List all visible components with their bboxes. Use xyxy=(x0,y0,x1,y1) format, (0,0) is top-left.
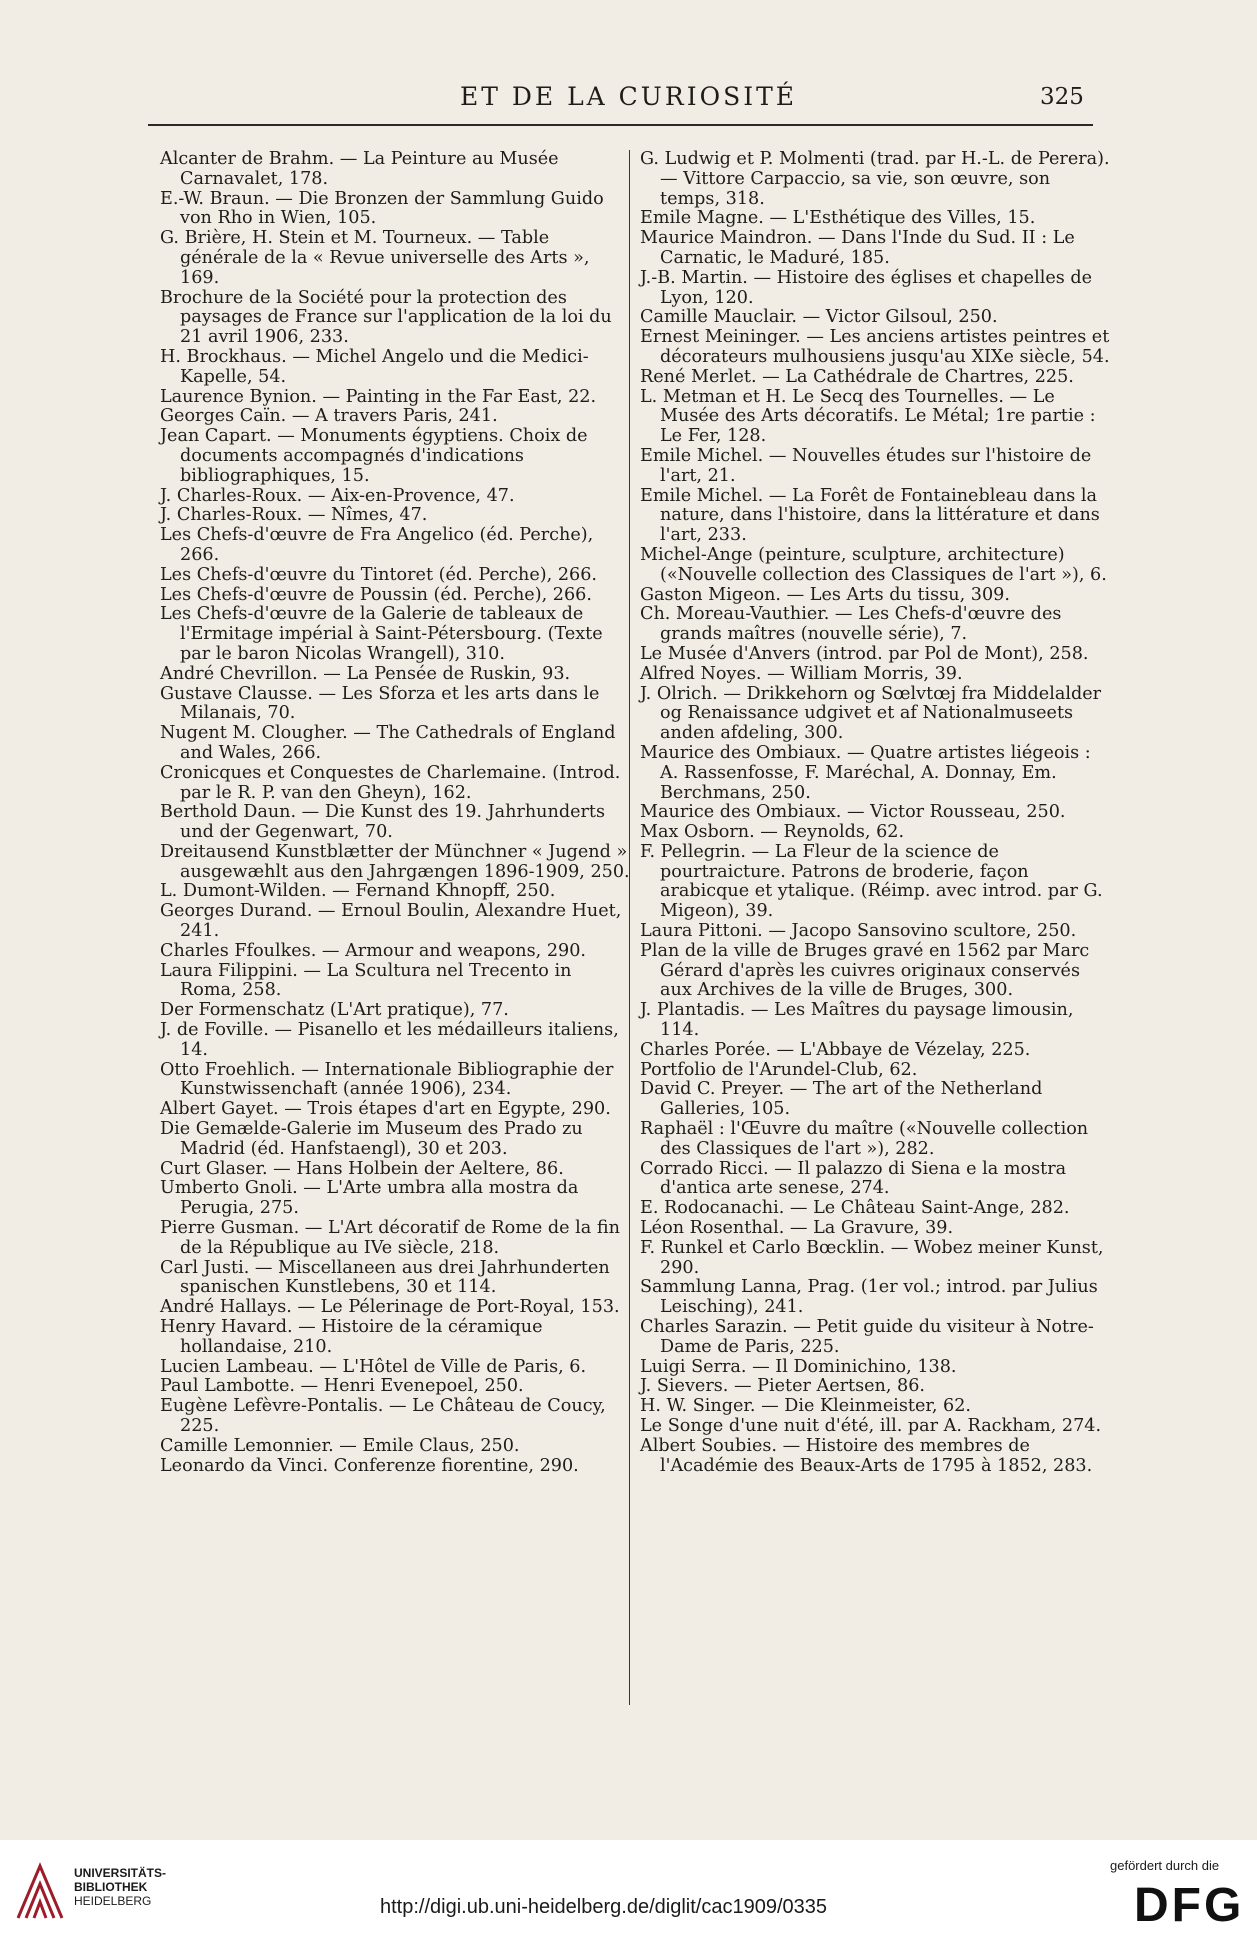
bibliography-entry: Berthold Daun. — Die Kunst des 19. Jahrhunderts und der Gegenwart, 70. xyxy=(160,802,606,843)
bibliography-entry: J. Sievers. — Pieter Aertsen, 86. xyxy=(640,1376,926,1397)
bibliography-entry: Le Songe d'une nuit d'été, ill. par A. Rackham, 274. xyxy=(640,1416,1102,1436)
bibliography-entry: Camille Lemonnier. — Emile Claus, 250. xyxy=(160,1435,520,1456)
library-name-line: UNIVERSITÄTS- xyxy=(74,1866,167,1880)
bibliography-entry: Umberto Gnoli. — L'Arte umbra alla mostra da Perugia, 275. xyxy=(160,1178,579,1219)
bibliography-entry: Albert Soubies. — Histoire des membres de l'Académie des Beaux-Arts de 1795 à 1852, 283. xyxy=(640,1435,1093,1476)
bibliography-entry: Emile Michel. — Nouvelles études sur l'histoire de l'art, 21. xyxy=(640,445,1092,486)
bibliography-entry: Maurice Maindron. — Dans l'Inde du Sud. II : Le Carnatic, le Maduré, 185. xyxy=(640,228,1075,268)
bibliography-entry: Les Chefs-d'œuvre du Tintoret (éd. Perche), 266. xyxy=(160,564,598,585)
bibliography-entry: E.-W. Braun. — Die Bronzen der Sammlung Guido von Rho in Wien, 105. xyxy=(160,188,604,229)
bibliography-entry: Otto Froehlich. — Internationale Bibliographie der Kunstwissenchaft (année 1906), 234. xyxy=(160,1059,614,1100)
bibliography-entry: David C. Preyer. — The art of the Netherland Galleries, 105. xyxy=(640,1079,1043,1120)
bibliography-entry: Die Gemælde-Galerie im Museum des Prado zu Madrid (éd. Hanfstaengl), 30 et 203. xyxy=(160,1119,583,1159)
bibliography-entry: Laura Pittoni. — Jacopo Sansovino scultore, 250. xyxy=(640,921,1077,942)
bibliography-entry: G. Ludwig et P. Molmenti (trad. par H.-L. de Perera). — Vittore Carpaccio, sa vie, son œuvre, son temps, 318. xyxy=(640,149,1110,209)
bibliography-entry: Max Osborn. — Reynolds, 62. xyxy=(640,822,905,843)
bibliography-entry: E. Rodocanachi. — Le Château Saint-Ange, 282. xyxy=(640,1198,1070,1219)
bibliography-entry: Alfred Noyes. — William Morris, 39. xyxy=(640,663,963,684)
bibliography-entry: Laurence Bynion. — Painting in the Far East, 22. xyxy=(160,386,597,407)
bibliography-entry: Michel-Ange (peinture, sculpture, architecture) («Nouvelle collection des Classiques de l'art »), 6. xyxy=(640,544,1107,585)
bibliography-entry: F. Runkel et Carlo Bœcklin. — Wobez meiner Kunst, 290. xyxy=(640,1237,1104,1278)
bibliography-entry: Les Chefs-d'œuvre de la Galerie de tableaux de l'Ermitage impérial à Saint-Pétersbourg. (Texte par le baron Nicolas Wrangell), 310. xyxy=(160,604,603,664)
bibliography-entry: H. Brockhaus. — Michel Angelo und die Medici-Kapelle, 54. xyxy=(160,346,589,387)
bibliography-entry: Raphaël : l'Œuvre du maître («Nouvelle collection des Classiques de l'art »), 282. xyxy=(640,1119,1089,1159)
bibliography-entry: Georges Durand. — Ernoul Boulin, Alexandre Huet, 241. xyxy=(160,901,622,942)
bibliography-entry: Les Chefs-d'œuvre de Poussin (éd. Perche), 266. xyxy=(160,584,592,605)
permalink-url[interactable]: http://digi.ub.uni-heidelberg.de/diglit/cac1909/0335 xyxy=(380,1896,827,1918)
bibliography-entry: Ernest Meininger. — Les anciens artistes peintres et décorateurs mulhousiens jusqu'au XIXe siècle, 54. xyxy=(640,327,1110,367)
bibliography-entry: Emile Michel. — La Forêt de Fontainebleau dans la nature, dans l'histoire, dans la littérature et dans l'art, 233. xyxy=(640,485,1100,546)
bibliography-entry: André Chevrillon. — La Pensée de Ruskin, 93. xyxy=(160,663,571,684)
bibliography-entry: Emile Magne. — L'Esthétique des Villes, 15. xyxy=(640,208,1036,229)
bibliography-entry: Eugène Lefèvre-Pontalis. — Le Château de Coucy, 225. xyxy=(160,1396,606,1436)
bibliography-entry: Luigi Serra. — Il Dominichino, 138. xyxy=(640,1356,957,1377)
bibliography-entry: Gustave Clausse. — Les Sforza et les arts dans le Milanais, 70. xyxy=(160,683,600,724)
bibliography-entry: J. Olrich. — Drikkehorn og Sœlvtœj fra Middelalder og Renaissance udgivet et af Nationalmuseets anden afdeling, 300. xyxy=(640,683,1102,744)
digitization-footer xyxy=(0,1840,1257,1937)
bibliography-entry: Leonardo da Vinci. Conferenze fiorentine, 290. xyxy=(160,1455,579,1476)
bibliography-entry: Les Chefs-d'œuvre de Fra Angelico (éd. Perche), 266. xyxy=(160,525,594,565)
bibliography-entry: G. Brière, H. Stein et M. Tourneux. — Table générale de la « Revue universelle des Arts », 169. xyxy=(160,228,590,288)
bibliography-entry: Charles Ffoulkes. — Armour and weapons, 290. xyxy=(160,940,587,961)
header-rule xyxy=(148,124,1093,126)
bibliography-entry: Maurice des Ombiaux. — Quatre artistes liégeois : A. Rassenfosse, F. Maréchal, A. Donnay, Em. Berchmans, 250. xyxy=(640,742,1091,803)
bibliography-entry: Nugent M. Clougher. — The Cathedrals of England and Wales, 266. xyxy=(160,723,616,763)
right-column xyxy=(640,150,1110,1476)
bibliography-entry: Pierre Gusman. — L'Art décoratif de Rome de la fin de la République au IVe siècle, 218. xyxy=(160,1218,620,1258)
bibliography-entry: Brochure de la Société pour la protection des paysages de France sur l'application de la loi du 21 avril 1906, 233. xyxy=(160,287,612,348)
library-name xyxy=(74,1866,166,1908)
bibliography-entry: Le Musée d'Anvers (introd. par Pol de Mont), 258. xyxy=(640,643,1089,664)
bibliography-entry: J. Charles-Roux. — Nîmes, 47. xyxy=(160,505,428,526)
bibliography-entry: H. W. Singer. — Die Kleinmeister, 62. xyxy=(640,1396,972,1417)
bibliography-entry: Paul Lambotte. — Henri Evenepoel, 250. xyxy=(160,1376,524,1397)
bibliography-entry: Der Formenschatz (L'Art pratique), 77. xyxy=(160,1000,509,1021)
bibliography-entry: Sammlung Lanna, Prag. (1er vol.; introd. par Julius Leisching), 241. xyxy=(640,1277,1098,1318)
bibliography-entry: F. Pellegrin. — La Fleur de la science de pourtraicture. Patrons de broderie, façon arabicque et ytalique. (Réimp. avec introd. par G. Migeon), 39. xyxy=(640,841,1103,922)
bibliography-entry: Jean Capart. — Monuments égyptiens. Choix de documents accompagnés d'indications bibliographiques, 15. xyxy=(160,426,588,486)
dfg-logo: DFG xyxy=(1134,1879,1245,1932)
bibliography-entry: J. de Foville. — Pisanello et les médailleurs italiens, 14. xyxy=(160,1020,619,1060)
bibliography-entry: Portfolio de l'Arundel-Club, 62. xyxy=(640,1059,918,1080)
column-divider xyxy=(629,150,630,1705)
bibliography-entry: J. Plantadis. — Les Maîtres du paysage limousin, 114. xyxy=(640,1000,1074,1041)
running-head: ET DE LA CURIOSITÉ xyxy=(459,82,798,111)
bibliography-entry: Maurice des Ombiaux. — Victor Rousseau, 250. xyxy=(640,802,1066,823)
bibliography-entry: Charles Porée. — L'Abbaye de Vézelay, 225. xyxy=(640,1039,1031,1060)
bibliography-entry: Henry Havard. — Histoire de la céramique hollandaise, 210. xyxy=(160,1317,543,1357)
bibliography-entry: Cronicques et Conquestes de Charlemaine. (Introd. par le R. P. van den Gheyn), 162. xyxy=(160,762,621,803)
bibliography-entry: Dreitausend Kunstblætter der Münchner « Jugend » ausgewæhlt aus den Jahrgængen 1896-1909, 250. xyxy=(160,841,630,882)
bibliography-entry: L. Metman et H. Le Secq des Tournelles. — Le Musée des Arts décoratifs. Le Métal; 1re partie : Le Fer, 128. xyxy=(640,386,1096,447)
library-name-line: BIBLIOTHEK xyxy=(74,1880,148,1894)
bibliography-entry: Charles Sarazin. — Petit guide du visiteur à Notre-Dame de Paris, 225. xyxy=(640,1317,1094,1357)
bibliography-entry: Lucien Lambeau. — L'Hôtel de Ville de Paris, 6. xyxy=(160,1356,587,1377)
bibliography-entry: L. Dumont-Wilden. — Fernand Khnopff, 250. xyxy=(160,881,556,902)
bibliography-entry: Georges Caïn. — A travers Paris, 241. xyxy=(160,406,498,427)
bibliography-entry: André Hallays. — Le Pélerinage de Port-Royal, 153. xyxy=(160,1297,620,1318)
bibliography-entry: Corrado Ricci. — Il palazzo di Siena e la mostra d'antica arte senese, 274. xyxy=(640,1158,1067,1199)
library-logo-icon xyxy=(10,1858,70,1924)
bibliography-entry: J.-B. Martin. — Histoire des églises et chapelles de Lyon, 120. xyxy=(640,267,1093,308)
library-name-line: HEIDELBERG xyxy=(74,1894,152,1908)
bibliography-entry: Camille Mauclair. — Victor Gilsoul, 250. xyxy=(640,307,998,328)
bibliography-entry: Léon Rosenthal. — La Gravure, 39. xyxy=(640,1218,954,1239)
left-column xyxy=(160,150,630,1476)
bibliography-entry: Carl Justi. — Miscellaneen aus drei Jahrhunderten spanischen Kunstlebens, 30 et 114. xyxy=(160,1257,610,1298)
funded-by-label: gefördert durch die xyxy=(1110,1858,1220,1873)
bibliography-entry: J. Charles-Roux. — Aix-en-Provence, 47. xyxy=(160,485,515,506)
page-number: 325 xyxy=(1040,84,1084,110)
bibliography-entry: Albert Gayet. — Trois étapes d'art en Egypte, 290. xyxy=(160,1099,611,1120)
bibliography-entry: Gaston Migeon. — Les Arts du tissu, 309. xyxy=(640,584,1010,605)
bibliography-entry: Laura Filippini. — La Scultura nel Trecento in Roma, 258. xyxy=(160,960,572,1001)
bibliography-entry: René Merlet. — La Cathédrale de Chartres, 225. xyxy=(640,366,1074,387)
bibliography-entry: Curt Glaser. — Hans Holbein der Aeltere, 86. xyxy=(160,1158,564,1179)
bibliography-entry: Plan de la ville de Bruges gravé en 1562 par Marc Gérard d'après les cuivres originaux conservés aux Archives de la ville de Bruges, 300. xyxy=(640,940,1090,1001)
bibliography-entry: Alcanter de Brahm. — La Peinture au Musée Carnavalet, 178. xyxy=(160,149,559,189)
bibliography-entry: Ch. Moreau-Vauthier. — Les Chefs-d'œuvre des grands maîtres (nouvelle série), 7. xyxy=(640,604,1062,645)
